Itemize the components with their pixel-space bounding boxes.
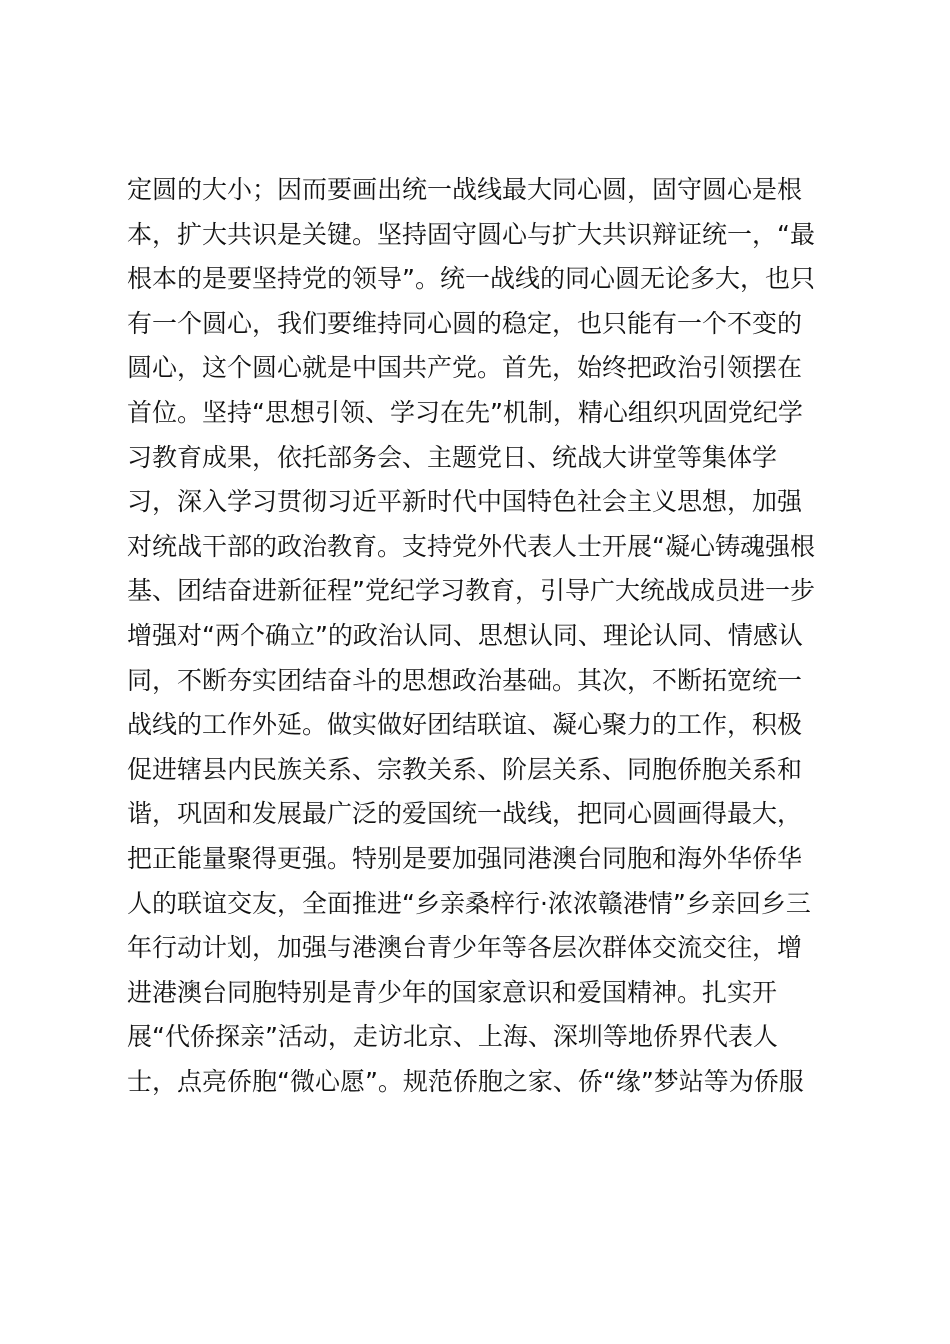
text-line-18: 年行动计划，加强与港澳台青少年等各层次群体交流交往，增 — [127, 933, 803, 963]
text-line-1: 定圆的大小；因而要画出统一战线最大同心圆，固守圆心是根 — [127, 175, 803, 204]
text-line-2: 本，扩大共识是关键。坚持固守圆心与扩大共识辩证统一，“最 — [127, 219, 815, 249]
text-line-5: 圆心，这个圆心就是中国共产党。首先，始终把政治引领摆在 — [127, 353, 803, 383]
text-line-7: 习教育成果，依托部务会、主题党日、统战大讲堂等集体学 — [127, 442, 778, 472]
text-line-16: 把正能量聚得更强。特别是要加强同港澳台同胞和海外华侨华 — [127, 843, 803, 873]
text-line-6: 首位。坚持“思想引领、学习在先”机制，精心组织巩固党纪学 — [127, 397, 803, 427]
text-line-11: 增强对“两个确立”的政治认同、思想认同、理论认同、情感认 — [127, 620, 803, 650]
text-line-21: 士，点亮侨胞“微心愿”。规范侨胞之家、侨“缘”梦站等为侨服 — [127, 1066, 804, 1096]
text-line-17: 人的联谊交友，全面推进“乡亲桑梓行·浓浓赣港情”乡亲回乡三 — [127, 888, 811, 918]
text-line-9: 对统战干部的政治教育。支持党外代表人士开展“凝心铸魂强根 — [127, 531, 815, 561]
text-line-20: 展“代侨探亲”活动，走访北京、上海、深圳等地侨界代表人 — [127, 1022, 778, 1052]
text-line-15: 谐，巩固和发展最广泛的爱国统一战线，把同心圆画得最大， — [127, 799, 803, 829]
text-line-12: 同，不断夯实团结奋斗的思想政治基础。其次，不断拓宽统一 — [127, 665, 803, 695]
text-line-14: 促进辖县内民族关系、宗教关系、阶层关系、同胞侨胞关系和 — [127, 754, 803, 784]
body-paragraph — [127, 168, 847, 1104]
text-line-10: 基、团结奋进新征程”党纪学习教育，引导广大统战成员进一步 — [127, 576, 815, 606]
text-line-3: 根本的是要坚持党的领导”。统一战线的同心圆无论多大，也只 — [127, 264, 815, 294]
text-line-19: 进港澳台同胞特别是青少年的国家意识和爱国精神。扎实开 — [127, 977, 778, 1007]
text-line-13: 战线的工作外延。做实做好团结联谊、凝心聚力的工作，积极 — [127, 710, 803, 740]
text-line-4: 有一个圆心，我们要维持同心圆的稳定，也只能有一个不变的 — [127, 308, 803, 338]
text-line-8: 习，深入学习贯彻习近平新时代中国特色社会主义思想，加强 — [127, 487, 803, 517]
